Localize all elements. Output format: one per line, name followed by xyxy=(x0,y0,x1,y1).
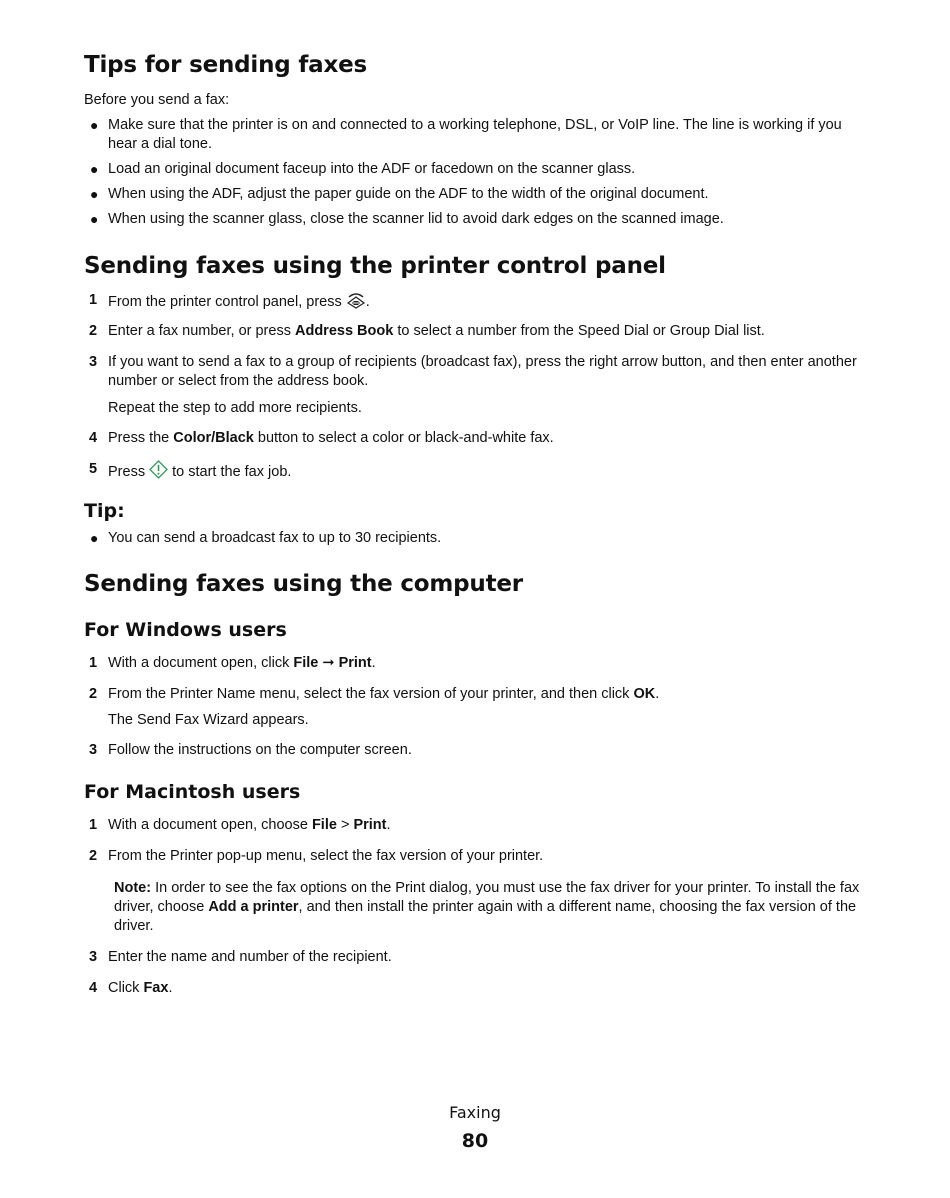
note-block: Note: In order to see the fax options on the Print dialog, you must use the fax driver for your printer. To install the fax driver, choose Add a printer, and then install the printer again with a different name, choosing the fax version of the driver. xyxy=(114,880,860,934)
page-number: 80 xyxy=(461,1130,489,1152)
heading-control-panel: Sending faxes using the printer control panel xyxy=(84,253,666,279)
step-note: Repeat the step to add more recipients. xyxy=(108,400,362,416)
heading-macintosh: For Macintosh users xyxy=(84,781,301,803)
step-note: The Send Fax Wizard appears. xyxy=(108,712,309,728)
heading-windows: For Windows users xyxy=(84,619,287,641)
footer-chapter-title: Faxing xyxy=(449,1103,501,1122)
heading-computer: Sending faxes using the computer xyxy=(84,571,523,597)
fax-icon xyxy=(346,291,366,315)
heading-tips: Tips for sending faxes xyxy=(84,52,367,78)
start-icon xyxy=(149,460,168,485)
tips-intro: Before you send a fax: xyxy=(84,92,230,108)
heading-tip: Tip: xyxy=(84,500,125,522)
